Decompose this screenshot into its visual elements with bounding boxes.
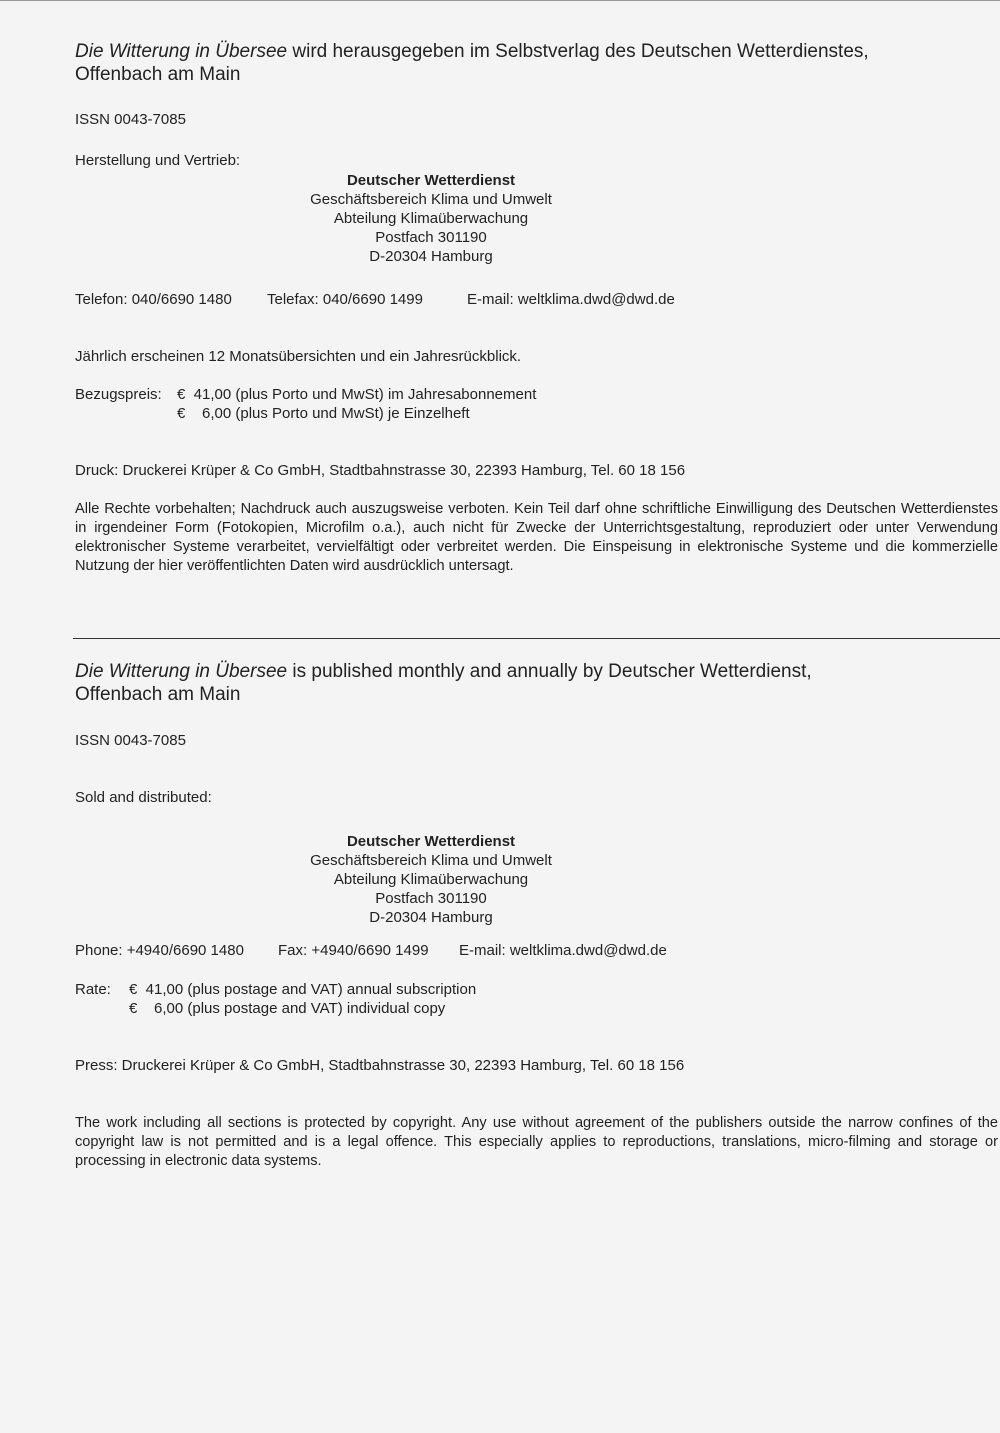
de-title-italic: Die Witterung in Übersee [75,41,288,62]
de-address-org: Deutscher Wetterdienst [346,172,516,189]
en-address-line3: Postfach 301190 [375,890,487,907]
en-title-line2: Offenbach am Main [75,684,241,705]
de-frequency: Jährlich erscheinen 12 Monatsübersichten und ein Jahresrückblick. [75,348,522,365]
en-address-org: Deutscher Wetterdienst [346,833,516,850]
de-title-rest: wird herausgegeben im Selbstverlag des Deutschen Wetterdienstes, [287,41,869,62]
en-address-line4: D-20304 Hamburg [369,909,493,926]
de-price-single: € 6,00 (plus Porto und MwSt) je Einzelheft [177,405,470,422]
de-title [75,40,869,63]
en-copyright: The work including all sections is protected by copyright. Any use without agreement of the publishers outside the narrow confines of the copyright law is not permitted and is a legal offence. This especially applies to reproductions, translations, micro-filming and storage or processing in electronic data systems. [75,1115,998,1169]
de-printer: Druck: Druckerei Krüper & Co GmbH, Stadtbahnstrasse 30, 22393 Hamburg, Tel. 60 18 156 [75,462,686,479]
de-address-line2: Abteilung Klimaüberwachung [333,210,529,227]
en-price-single: € 6,00 (plus postage and VAT) individual copy [129,1000,446,1017]
en-email: E-mail: weltklima.dwd@dwd.de [459,942,667,959]
de-issn: ISSN 0043-7085 [75,111,186,128]
de-title-line2: Offenbach am Main [75,64,241,85]
section-divider [73,638,1000,639]
de-address-block [231,171,631,266]
en-address-line2: Abteilung Klimaüberwachung [333,871,529,888]
de-address-line4: D-20304 Hamburg [369,248,493,265]
en-issn: ISSN 0043-7085 [75,732,186,749]
de-fax: Telefax: 040/6690 1499 [267,291,423,308]
en-title-italic: Die Witterung in Übersee [75,661,288,682]
de-email: E-mail: weltklima.dwd@dwd.de [467,291,675,308]
de-distribution-label: Herstellung und Vertrieb: [75,152,241,169]
en-price-annual: € 41,00 (plus postage and VAT) annual subscription [129,981,477,998]
en-fax: Fax: +4940/6690 1499 [278,942,429,959]
en-printer: Press: Druckerei Krüper & Co GmbH, Stadtbahnstrasse 30, 22393 Hamburg, Tel. 60 18 156 [75,1057,685,1074]
top-border [0,0,1000,1]
en-address-line1: Geschäftsbereich Klima und Umwelt [310,852,552,869]
en-distribution-label: Sold and distributed: [75,789,212,806]
de-address-line3: Postfach 301190 [375,229,487,246]
en-price-label: Rate: [75,981,111,998]
en-title [75,660,812,683]
en-phone: Phone: +4940/6690 1480 [75,942,244,959]
de-address-line1: Geschäftsbereich Klima und Umwelt [310,191,552,208]
de-phone: Telefon: 040/6690 1480 [75,291,232,308]
de-price-label: Bezugspreis: [75,386,162,403]
de-copyright: Alle Rechte vorbehalten; Nachdruck auch auszugsweise verboten. Kein Teil darf ohne schriftliche Einwilligung des Deutschen Wetterdienstes in irgendeiner Form (Fotokopien, Microfilm o.a.), auch nicht für Zwecke der Unterrichtsgestaltung, reproduziert oder unter Verwendung elektronischer Systeme verarbeitet, vervielfältigt oder verbreitet werden. Die Einspeisung in elektronische Systeme und die kommerzielle Nutzung der hier veröffentlichten Daten wird ausdrücklich untersagt. [75,501,998,574]
en-title-rest: is published monthly and annually by Deutscher Wetterdienst, [287,661,812,682]
en-address-block [231,832,631,927]
de-price-annual: € 41,00 (plus Porto und MwSt) im Jahresabonnement [177,386,537,403]
